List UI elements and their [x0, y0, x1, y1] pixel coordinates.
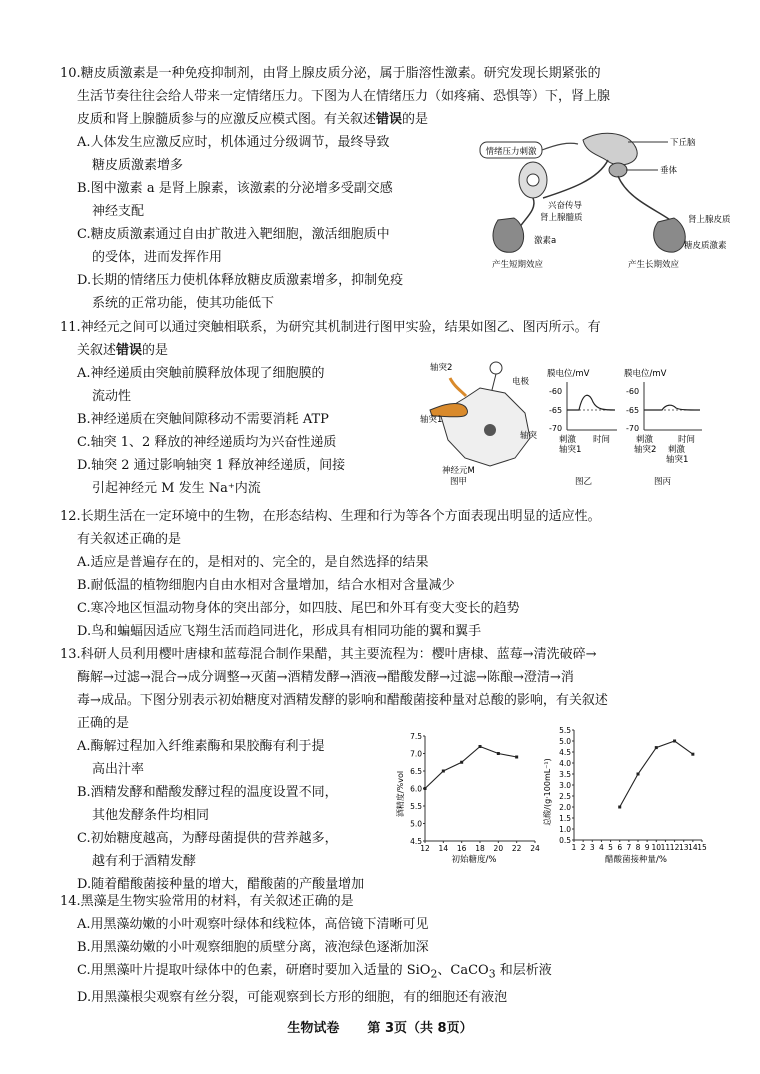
neuron-m-label: 神经元M	[442, 466, 475, 476]
c2-xtick-label: 14	[688, 843, 698, 852]
q14-option-a: A.用黑藻幼嫩的小叶观察叶绿体和线粒体，高倍镜下清晰可见	[77, 917, 429, 932]
q11-option-b: B.神经递质在突触间隙移动不需要消耗 ATP	[77, 412, 329, 427]
q11-option-d: D.轴突 2 通过影响轴突 1 释放神经递质，间接 引起神经元 M 发生 Na⁺内流	[77, 458, 346, 496]
q11-figure-jia	[420, 358, 550, 486]
c2-xtick-label: 12	[669, 843, 680, 852]
glucocorticoid-label: 糖皮质激素	[684, 241, 727, 251]
q11-keyword-wrong: 错误	[116, 343, 143, 358]
chart2-xlabel: 醋酸菌接种量/%	[605, 855, 667, 864]
q10-option-d: D.长期的情绪压力使机体释放糖皮质激素增多，抑制免疫 系统的正常功能，使其功能低下	[77, 273, 404, 311]
c1-ytick-label: 7.5	[410, 732, 422, 741]
q14-stem: 14.黑藻是生物实验常用的材料，有关叙述正确的是	[60, 894, 354, 909]
c1-xtick-label: 16	[456, 844, 467, 853]
chart2-series-line	[620, 741, 693, 807]
c1-data-point	[515, 756, 518, 759]
c1-data-point	[497, 752, 500, 755]
q10-option-a: A.人体发生应激反应时，机体通过分级调节，最终导致 糖皮质激素增多	[77, 135, 390, 173]
question-12	[60, 505, 700, 643]
c1-axis-frame	[425, 736, 535, 841]
c2-xtick-label: 9	[644, 843, 650, 852]
q11-option-a: A.神经递质由突触前膜释放体现了细胞膜的 流动性	[77, 366, 325, 404]
q12-option-a: A.适应是普遍存在的，是相对的、完全的，是自然选择的结果	[77, 555, 429, 570]
q10-stem-line2: 生活节奏往往会给人带来一定情绪压力。下图为人在情绪压力（如疼痛、恐惧等）下，肾上腺	[77, 89, 611, 104]
cortex-label: 肾上腺皮质	[688, 215, 731, 225]
q12-stem-line2: 有关叙述正确的是	[77, 532, 182, 547]
c2-data-point	[691, 753, 694, 756]
bing-time-label: 时间	[678, 435, 696, 445]
c1-ytick-label: 5.5	[410, 802, 422, 811]
c2-ytick-label: 1.5	[559, 814, 571, 823]
c1-xtick-label: 12	[420, 844, 430, 853]
long-effect-label: 产生长期效应	[628, 260, 680, 270]
hormone-a-label: 激素a	[534, 236, 557, 246]
q12-option-d: D.鸟和蝙蝠因适应飞翔生活而趋同进化，形成具有相同功能的翼和翼手	[77, 624, 482, 639]
c2-xtick-label: 10	[651, 843, 662, 852]
axon2-label: 轴突2	[430, 363, 453, 373]
c2-xtick-label: 6	[617, 843, 623, 852]
q11-stem-line1: 11.神经元之间可以通过突触相联系，为研究其机制进行图甲实验，结果如图乙、图丙所示。有	[60, 320, 601, 335]
yi-tick-60: -60	[549, 387, 563, 396]
q10-stem-line1: 10.糖皮质激素是一种免疫抑制剂，由肾上腺皮质分泌，属于脂溶性激素。研究发现长期紧张的	[60, 66, 601, 81]
stress-label: 情绪压力刺激	[485, 147, 537, 157]
bing-stim3-axon-label: 轴突1	[666, 455, 689, 465]
page-footer	[0, 1017, 760, 1036]
axon-label: 轴突	[520, 431, 538, 441]
c2-xtick-label: 8	[635, 843, 641, 852]
q10-stem-line3: 皮质和肾上腺髓质参与的应激反应模式图。有关叙述错误的是	[77, 112, 429, 127]
bing-tick-70: -70	[626, 424, 640, 433]
q13-chart-sugar-alcohol	[395, 726, 543, 864]
c2-ytick-label: 4.0	[559, 759, 571, 768]
bing-ylabel: 膜电位/mV	[624, 369, 667, 379]
c2-xtick-label: 2	[580, 843, 586, 852]
medulla-label: 肾上腺髓质	[540, 213, 583, 223]
q13-option-a: A.酶解过程加入纤维素酶和果胶酶有利于提 高出汁率	[77, 739, 325, 777]
footer-subject: 生物试卷	[287, 1021, 340, 1036]
c2-data-point	[618, 806, 621, 809]
c1-data-point	[424, 787, 427, 790]
c2-xtick-label: 11	[660, 843, 671, 852]
q13-stem-line2: 酶解→过滤→混合→成分调整→灭菌→酒精发酵→酒液→醋酸发酵→过滤→陈酿→澄清→消	[77, 670, 574, 685]
q13-option-c: C.初始糖度越高，为酵母菌提供的营养越多， 越有利于酒精发酵	[77, 831, 338, 869]
chart1-series-line	[425, 747, 517, 789]
q12-stem-line1: 12.长期生活在一定环境中的生物，在形态结构、生理和行为等各个方面表现出明显的适应性。	[60, 509, 601, 524]
c1-data-point	[460, 761, 463, 764]
yi-ylabel: 膜电位/mV	[547, 369, 590, 379]
c1-xtick-label: 20	[493, 844, 504, 853]
chart2-ylabel: 总酸/(g·100mL⁻¹)	[543, 758, 552, 826]
c2-xtick-label: 13	[678, 843, 689, 852]
c1-ytick-label: 5.0	[410, 819, 422, 829]
c2-xtick-label: 1	[571, 843, 577, 852]
c2-ytick-label: 5.0	[559, 737, 571, 746]
question-14	[60, 890, 700, 1009]
fig-yi-label: 图乙	[575, 477, 593, 486]
q13-stem-line1: 13.科研人员利用樱叶唐棣和蓝莓混合制作果醋，其主要流程为：樱叶唐棣、蓝莓→清洗破碎→	[60, 647, 597, 662]
q13-option-b: B.酒精发酵和醋酸发酵过程的温度设置不同， 其他发酵条件均相同	[77, 785, 338, 823]
chart1-xlabel: 初始糖度/%	[451, 855, 497, 864]
yi-time-label: 时间	[593, 435, 611, 445]
q11-stem-line2: 关叙述错误的是	[77, 343, 169, 358]
c2-ytick-label: 2.5	[559, 792, 571, 801]
q14-option-c: C.用黑藻叶片提取叶绿体中的色素，研磨时要加入适量的 SiO$_2$、CaCO$_3$ 和层析液	[77, 963, 552, 981]
c2-ytick-label: 0.5	[559, 836, 571, 845]
excite-label: 兴奋传导	[548, 201, 583, 211]
chart1-ylabel: 酒精度/%vol	[396, 770, 405, 818]
c1-xtick-label: 18	[475, 844, 485, 853]
bing-stim3-label: 刺激	[668, 445, 686, 455]
pituitary-label: 垂体	[660, 166, 678, 176]
electrode-label: 电极	[512, 377, 530, 387]
c1-xtick-label: 24	[530, 844, 540, 853]
q10-keyword-wrong: 错误	[376, 112, 403, 127]
c1-ytick-label: 7.0	[410, 749, 422, 759]
q12-option-c: C.寒冷地区恒温动物身体的突出部分，如四肢、尾巴和外耳有变大变长的趋势	[77, 601, 520, 616]
q11-figure-bing	[622, 366, 712, 486]
axon1-label: 轴突1	[420, 415, 443, 425]
q13-stem-line3: 毒→成品。下图分别表示初始糖度对酒精发酵的影响和醋酸菌接种量对总酸的影响，有关叙述	[77, 693, 608, 708]
c1-xtick-label: 14	[438, 844, 449, 853]
q10-option-b: B.图中激素 a 是肾上腺素，该激素的分泌增多受副交感 神经支配	[77, 181, 393, 219]
c2-xtick-label: 7	[626, 843, 632, 852]
yi-stim-axon-label: 轴突1	[559, 445, 582, 455]
q12-option-b: B.耐低温的植物细胞内自由水相对含量增加，结合水相对含量减少	[77, 578, 455, 593]
yi-stim-label: 刺激	[559, 435, 577, 445]
c2-xtick-label: 15	[697, 843, 707, 852]
c2-ytick-label: 5.5	[559, 726, 571, 735]
c2-data-point	[637, 773, 640, 776]
footer-page-number: 第 3页（共 8页）	[367, 1021, 473, 1036]
q11-option-c: C.轴突 1、2 释放的神经递质均为兴奋性递质	[77, 435, 337, 450]
c2-ytick-label: 4.5	[559, 748, 571, 757]
c2-data-point	[655, 746, 658, 749]
fig-bing-label: 图丙	[654, 477, 672, 486]
c2-ytick-label: 1.0	[559, 825, 571, 834]
c1-data-point	[442, 770, 445, 773]
bing-stim2-label: 刺激	[636, 435, 654, 445]
bing-tick-60: -60	[626, 387, 640, 396]
q14-option-d: D.用黑藻根尖观察有丝分裂，可能观察到长方形的细胞，有的细胞还有液泡	[77, 989, 508, 1005]
q14-option-b: B.用黑藻幼嫩的小叶观察细胞的质壁分离，液泡绿色逐渐加深	[77, 940, 429, 955]
yi-tick-65: -65	[549, 406, 563, 415]
fig-jia-label: 图甲	[450, 477, 468, 486]
c1-ytick-label: 6.0	[410, 784, 422, 794]
c2-ytick-label: 3.5	[559, 770, 571, 779]
c2-data-point	[673, 740, 676, 743]
q13-stem-line4: 正确的是	[77, 716, 130, 731]
c2-ytick-label: 3.0	[559, 781, 571, 790]
c1-ytick-label: 4.5	[410, 837, 422, 846]
c1-data-point	[479, 745, 482, 748]
hypothalamus-label: 下丘脑	[670, 138, 696, 148]
yi-tick-70: -70	[549, 424, 563, 433]
q10-option-c: C.糖皮质激素通过自由扩散进入靶细胞，激活细胞质中 的受体，进而发挥作用	[77, 227, 390, 265]
c2-xtick-label: 5	[608, 843, 613, 852]
bing-tick-65: -65	[626, 406, 640, 415]
c1-ytick-label: 6.5	[410, 767, 422, 776]
c2-ytick-label: 2.0	[559, 803, 571, 812]
short-effect-label: 产生短期效应	[492, 260, 544, 270]
c1-xtick-label: 22	[511, 844, 522, 853]
q10-stress-diagram	[478, 130, 740, 270]
q13-option-d: D.随着醋酸菌接种量的增大，醋酸菌的产酸量增加	[77, 877, 365, 892]
c2-xtick-label: 3	[589, 843, 595, 852]
q13-chart-inoculum-acid	[542, 722, 710, 864]
q11-figure-yi	[545, 366, 625, 486]
c2-xtick-label: 4	[599, 843, 604, 852]
bing-stim2-axon-label: 轴突2	[634, 445, 657, 455]
